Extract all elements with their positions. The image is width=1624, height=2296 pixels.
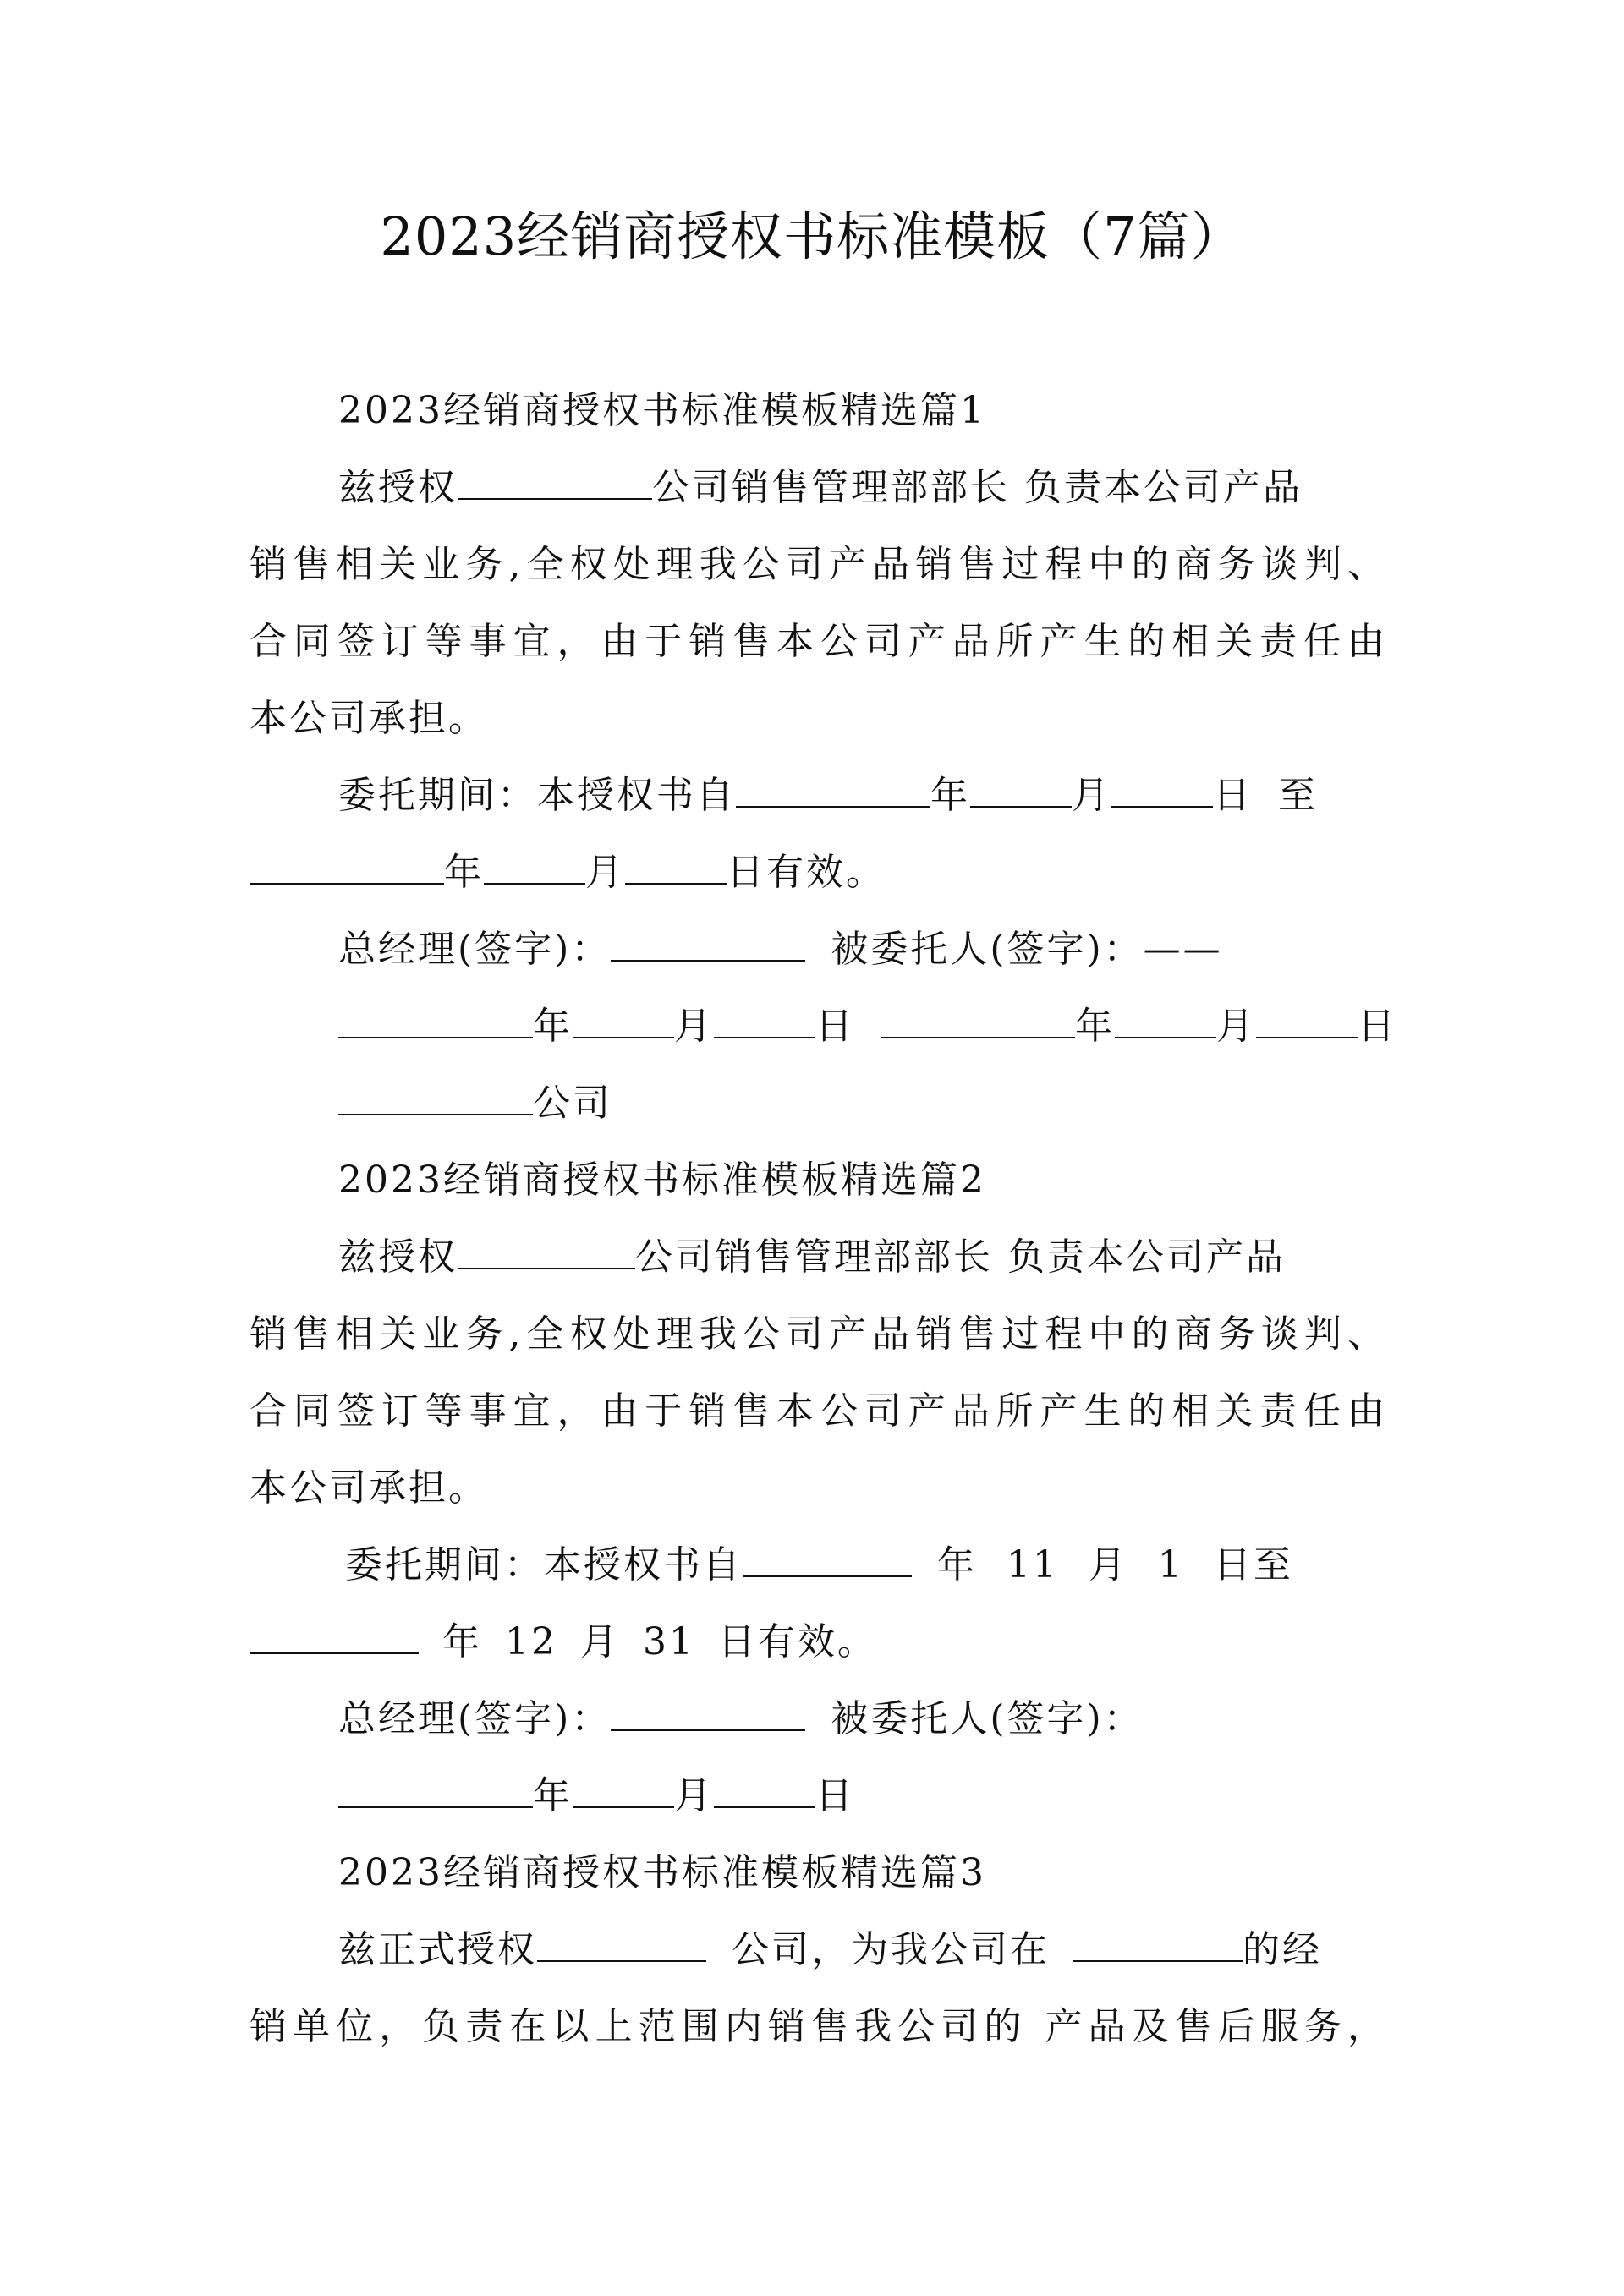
blank-underline: [743, 1542, 912, 1577]
text-span: 被委托人(签字)：: [831, 1697, 1144, 1740]
blank-underline: [881, 1003, 1075, 1038]
paragraph-line: 本公司承担。: [250, 1466, 488, 1510]
text-span: 月: [674, 1005, 714, 1048]
text-span: 月: [585, 851, 625, 894]
text-span: 年: [930, 774, 970, 817]
paragraph-line: 销售相关业务,全权处理我公司产品销售过程中的商务谈判、: [250, 543, 1387, 586]
text-span: 月: [674, 1774, 714, 1817]
paragraph-line: [338, 1232, 1387, 1283]
blank-underline: [714, 1003, 815, 1038]
date-line: [338, 1001, 1397, 1052]
text-span: 日: [815, 1005, 855, 1048]
text-span: 年: [1075, 1005, 1115, 1048]
blank-underline: [250, 1619, 419, 1654]
period-line: [250, 847, 1387, 898]
signature-line: [338, 924, 1387, 975]
text-span: 日有效。: [727, 851, 886, 894]
blank-underline: [537, 1926, 706, 1962]
paragraph-line: [338, 463, 1387, 513]
blank-underline: [625, 849, 727, 885]
text-span: 日: [1358, 1005, 1397, 1048]
date-line: [338, 1771, 1387, 1822]
blank-underline: [714, 1773, 815, 1808]
paragraph-line: 销售相关业务,全权处理我公司产品销售过程中的商务谈判、: [250, 1312, 1387, 1356]
text-span: 的经: [1243, 1928, 1322, 1971]
blank-underline: [573, 1773, 674, 1808]
text-span: 委托期间：本授权书自: [338, 774, 736, 817]
text-span: 日: [1213, 774, 1253, 817]
blank-underline: [250, 849, 444, 885]
blank-underline: [338, 1003, 533, 1038]
text-span: 年: [444, 851, 484, 894]
text-span: 日: [815, 1774, 855, 1817]
paragraph-line: [338, 1925, 1387, 1975]
text-span: 兹授权: [338, 1236, 458, 1279]
text-span: 公司，为我公司在: [732, 1928, 1050, 1971]
section-heading-1: 2023经销商授权书标准模板精选篇1: [338, 389, 986, 432]
section-heading-2: 2023经销商授权书标准模板精选篇2: [338, 1159, 986, 1202]
blank-underline: [611, 1696, 805, 1731]
blank-underline: [1115, 1003, 1216, 1038]
blank-underline: [736, 772, 930, 808]
blank-underline: [458, 1234, 635, 1269]
text-span: 总经理(签字)：: [338, 1697, 612, 1740]
text-span: 被委托人(签字)：——: [831, 928, 1223, 971]
blank-underline: [1111, 772, 1213, 808]
paragraph-line: 销单位，负责在以上范围内销售我公司的 产品及售后服务，: [250, 2005, 1387, 2048]
document-title: 2023经销商授权书标准模板（7篇）: [380, 205, 1244, 267]
blank-underline: [338, 1080, 533, 1115]
period-line: [338, 770, 1387, 821]
text-span: 公司销售管理部部长 负责本公司产品: [635, 1236, 1286, 1279]
text-span: 年 12 月 31 日有效。: [442, 1620, 877, 1663]
text-span: 至: [1278, 774, 1318, 817]
text-span: 月: [1072, 774, 1111, 817]
text-span: 公司销售管理部部长 负责本公司产品: [652, 466, 1303, 509]
text-span: 兹授权: [338, 466, 458, 509]
text-span: 月: [1216, 1005, 1256, 1048]
text-span: 兹正式授权: [338, 1928, 537, 1971]
text-span: 总经理(签字)：: [338, 928, 612, 971]
text-span: 年: [533, 1005, 573, 1048]
blank-underline: [573, 1003, 674, 1038]
blank-underline: [338, 1773, 533, 1808]
text-span: 公司: [533, 1082, 612, 1125]
paragraph-line: 本公司承担。: [250, 697, 488, 740]
period-line: [345, 1540, 1394, 1591]
period-line: [250, 1617, 1387, 1668]
company-line: [338, 1078, 1387, 1129]
blank-underline: [1073, 1926, 1243, 1962]
section-heading-3: 2023经销商授权书标准模板精选篇3: [338, 1851, 986, 1894]
text-span: 年 11 月 1 日至: [937, 1543, 1293, 1586]
text-span: 年: [533, 1774, 573, 1817]
paragraph-line: 合同签订等事宜，由于销售本公司产品所产生的相关责任由: [250, 1389, 1387, 1433]
signature-line: [338, 1694, 1387, 1745]
text-span: 委托期间：本授权书自: [345, 1543, 743, 1586]
blank-underline: [484, 849, 585, 885]
blank-underline: [1256, 1003, 1358, 1038]
blank-underline: [458, 464, 652, 500]
paragraph-line: 合同签订等事宜，由于销售本公司产品所产生的相关责任由: [250, 620, 1387, 663]
blank-underline: [970, 772, 1072, 808]
blank-underline: [611, 926, 805, 962]
